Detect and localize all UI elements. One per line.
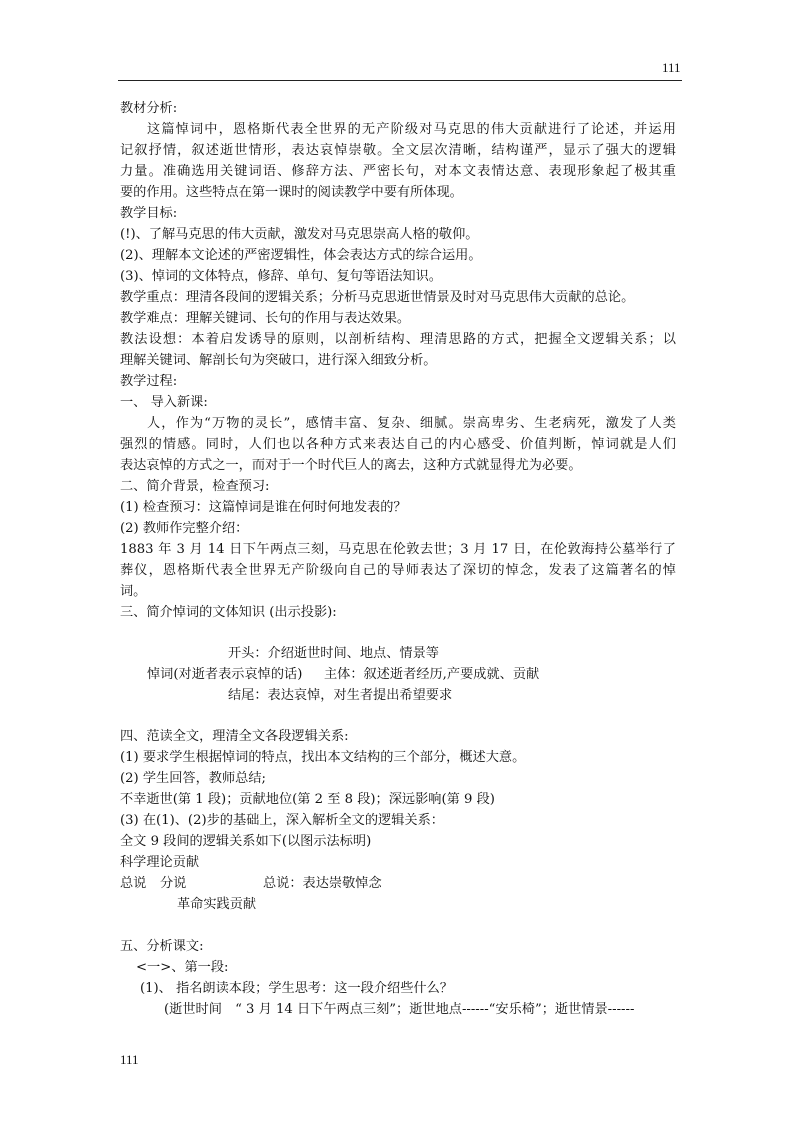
diagram-eulogy-body: 主体：叙述逝者经历,产要成就、贡献 <box>324 667 540 682</box>
diagram-eulogy-ending: 结尾：表达哀悼，对生者提出希望要求 <box>228 688 453 703</box>
step-item: (2) 学生回答，教师总结; <box>120 771 267 786</box>
heading-textbook-analysis: 教材分析: <box>120 101 178 116</box>
paragraph-line: 力量。准确选用关键词语、修辞方法、严密长句，对本文表情达意、表现形象起了极其重 <box>120 164 676 179</box>
teaching-key-points: 教学重点：理清各段间的逻辑关系；分析马克思逝世情景及时对马克思伟大贡献的总论。 <box>120 290 635 305</box>
subsection-heading: <一>、第一段: <box>136 960 229 975</box>
footer-page-number: 111 <box>120 1052 139 1067</box>
header-rule <box>118 80 682 81</box>
goal-item: (3)、悼词的文体特点，修辞、单句、复句等语法知识。 <box>120 269 442 284</box>
paragraph-line: (逝世时间 “ 3 月 14 日下午两点三刻”；逝世地点------“安乐椅”；逝世情景------ <box>164 1002 635 1017</box>
paragraph-line: 人，作为“万物的灵长”，感情丰富、复杂、细腻。崇高卑劣、生老病死，激发了人类 <box>147 416 676 431</box>
paragraph-line: 1883 年 3 月 14 日下午两点三刻，马克思在伦敦去世；3 月 17 日，在伦敦海持公墓举行了 <box>120 542 676 557</box>
heading-teaching-goals: 教学目标: <box>120 206 178 221</box>
step-item: (1) 要求学生根据悼词的特点，找出本文结构的三个部分，概述大意。 <box>120 750 526 765</box>
section-heading-3: 三、简介悼词的文体知识 (出示投影): <box>120 605 337 620</box>
header-page-number: 111 <box>662 60 681 75</box>
paragraph-line: 记叙抒情，叙述逝世情形，表达哀悼崇敬。全文层次清晰，结构谨严，显示了强大的逻辑 <box>120 143 676 158</box>
step-item: (2) 教师作完整介绍： <box>120 521 249 536</box>
structure-summary: 不幸逝世(第 1 段)；贡献地位(第 2 至 8 段)；深远影响(第 9 段) <box>120 792 495 807</box>
paragraph-line: 葬仪，恩格斯代表全世界无产阶级向自己的导师表达了深切的悼念，发表了这篇著名的悼 <box>120 563 676 578</box>
goal-item: (!)、了解马克思的伟大贡献，激发对马克思崇高人格的敬仰。 <box>120 227 479 242</box>
diagram-eulogy-opening: 开头：介绍逝世时间、地点、情景等 <box>228 646 439 661</box>
diagram-caption: 全文 9 段间的逻辑关系如下(以图示法标明) <box>120 834 372 849</box>
paragraph-line: 表达哀悼的方式之一，而对于一个时代巨人的离去，这种方式就显得尤为必要。 <box>120 458 582 473</box>
section-heading-1: 一、 导入新课: <box>120 395 208 410</box>
diagram-practice-contribution: 革命实践贡献 <box>177 897 257 912</box>
diagram-specific: 分说 <box>160 876 187 891</box>
teaching-difficulties: 教学难点：理解关键词、长句的作用与表达效果。 <box>120 311 411 326</box>
paragraph-line: 这篇悼词中，恩格斯代表全世界的无产阶级对马克思的伟大贡献进行了论述，并运用 <box>147 122 676 137</box>
diagram-general-1: 总说 <box>120 876 147 891</box>
step-item: (1) 检查预习：这篇悼词是谁在何时何地发表的？ <box>120 500 407 515</box>
diagram-theory-contribution: 科学理论贡献 <box>120 855 200 870</box>
section-heading-4: 四、范读全文，理清全文各段逻辑关系: <box>120 729 349 744</box>
step-item: (3) 在(1)、(2)步的基础上，深入解析全文的逻辑关系： <box>120 813 444 828</box>
section-heading-5: 五、分析课文: <box>120 939 204 954</box>
step-item: (1)、 指名朗读本段；学生思考：这一段介绍些什么？ <box>140 981 453 996</box>
diagram-general-2: 总说：表达崇敬悼念 <box>263 876 382 891</box>
goal-item: (2)、理解本文论述的严密逻辑性，体会表达方式的综合运用。 <box>120 248 482 263</box>
teaching-method-line: 教法设想：本着启发诱导的原则，以剖析结构、理清思路的方式，把握全文逻辑关系；以 <box>120 332 676 347</box>
diagram-eulogy-label: 悼词(对逝者表示哀悼的话) <box>147 667 303 682</box>
teaching-method-line: 理解关键词、解剖长句为突破口，进行深入细致分析。 <box>120 353 437 368</box>
section-heading-2: 二、简介背景，检查预习: <box>120 479 270 494</box>
paragraph-line: 要的作用。这些特点在第一课时的阅读教学中要有所体现。 <box>120 185 463 200</box>
paragraph-line: 词。 <box>120 584 147 599</box>
heading-teaching-process: 教学过程: <box>120 374 178 389</box>
paragraph-line: 强烈的情感。同时，人们也以各种方式来表达自己的内心感受、价值判断，悼词就是人们 <box>120 437 676 452</box>
